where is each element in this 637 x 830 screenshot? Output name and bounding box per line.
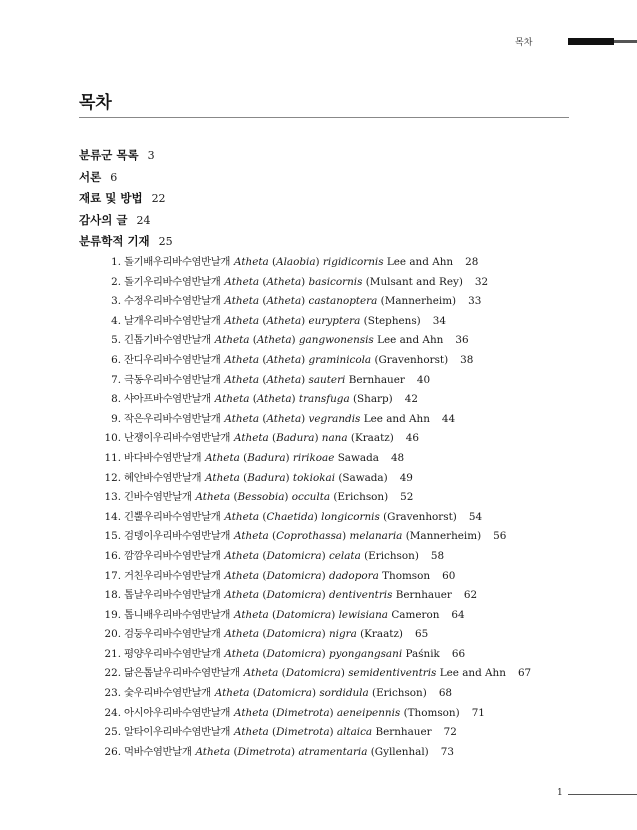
entry-author: (Thomson) [403,706,460,719]
entry-genus: Atheta [224,589,260,602]
entry-page: 54 [468,510,483,523]
toc-entry[interactable]: 6. 잔디우리바수염반날개 Atheta (Atheta) graminicola (Gravenhorst) 38 [100,351,531,371]
entry-genus: Atheta [214,334,250,347]
entry-species: dadopora [328,569,379,582]
entry-page: 34 [432,314,446,327]
entry-author: (Erichson) [364,549,419,562]
entry-page: 65 [414,628,429,641]
entry-number: 21. [104,647,121,660]
toc-entry[interactable]: 21. 평양우리바수염반날개 Atheta (Datomicra) pyongangsani Paśnik 66 [100,645,531,665]
entry-genus: Atheta [234,530,269,543]
entry-number: 26. [104,745,121,758]
entry-author: (Kraatz) [350,432,394,445]
entry-genus: Atheta [195,491,231,504]
entry-page: 64 [451,608,465,621]
toc-section[interactable] [79,145,173,167]
entry-genus: Atheta [234,726,269,739]
entry-subgenus: Datomicra [285,667,341,680]
entry-genus: Atheta [224,510,260,523]
entry-page: 68 [438,687,453,700]
entry-page: 66 [451,647,466,660]
entry-page: 52 [400,491,414,504]
entry-subgenus: Datomicra [276,608,332,621]
entry-number: 24. [104,706,121,719]
entry-korean-name: 먹바수염반날개 [124,745,192,758]
entry-subgenus: Chaetida [266,510,314,523]
toc-section-title: 분류학적 기재 [79,234,150,248]
entry-page: 67 [517,667,532,680]
entry-number: 7. [111,373,121,386]
entry-author: (Erichson) [333,491,389,504]
toc-section[interactable] [79,210,173,232]
entry-author: Bernhauer [375,726,432,739]
toc-entry[interactable]: 13. 긴바수염반날개 Atheta (Bessobia) occulta (Erichson) 52 [100,488,531,508]
toc-entry[interactable]: 17. 거친우리바수염반날개 Atheta (Datomicra) dadopora Thomson 60 [100,567,531,587]
entry-species: tokiokai [292,471,336,484]
entry-korean-name: 바다바수염반날개 [124,451,202,464]
entry-genus: Atheta [234,706,269,719]
entry-korean-name: 돌기우리바수염반날개 [124,275,221,288]
entry-page: 33 [468,295,482,308]
entry-genus: Atheta [224,275,260,288]
entry-korean-name: 긴뿔우리바수염반날개 [124,510,221,523]
entry-author: Lee and Ahn [386,256,454,268]
entry-number: 4. [111,314,121,327]
entry-number: 23. [104,687,121,700]
entry-subgenus: Atheta [266,314,302,327]
toc-section[interactable] [79,188,173,210]
entry-author: (Gravenhorst) [374,353,449,366]
entry-species: rigidicornis [322,256,384,268]
toc-entry[interactable]: 24. 아시아우리바수염반날개 Atheta (Dimetrota) aeneipennis (Thomson) 71 [100,704,531,724]
entry-species: basicornis [308,275,363,288]
entry-korean-name: 돌기배우리바수염반날개 [124,256,231,268]
running-header-label: 목차 [515,38,533,48]
entry-subgenus: Atheta [256,393,292,406]
entry-number: 9. [111,412,121,425]
entry-genus: Atheta [234,608,269,621]
toc-section-page: 24 [136,213,151,227]
entry-page: 32 [474,275,489,288]
entry-author: Bernhauer [348,373,405,386]
entry-subgenus: Dimetrota [237,745,291,758]
entry-korean-name: 긴톱기바수염반날개 [124,334,211,347]
entry-korean-name: 숯우리바수염반날개 [124,687,211,700]
entry-page: 56 [493,530,507,543]
toc-entry[interactable]: 10. 난쟁이우리바수염반날개 Atheta (Badura) nana (Kraatz) 46 [100,429,531,449]
entry-genus: Atheta [195,745,231,758]
entry-author: Paśnik [405,647,440,660]
entry-korean-name: 톱날우리바수염반날개 [124,589,221,602]
toc-entry[interactable]: 16. 깜깜우리바수염반날개 Atheta (Datomicra) celata (Erichson) 58 [100,547,531,567]
entry-korean-name: 검둥우리바수염반날개 [124,628,221,641]
entry-species: graminicola [308,353,372,366]
entry-author: Lee and Ahn [363,412,430,425]
entry-species: transfuga [298,393,350,406]
entry-page: 38 [460,353,474,366]
entry-genus: Atheta [214,687,250,700]
entry-species: gangwonensis [298,334,374,347]
entry-korean-name: 검뎅이우리바수염반날개 [124,530,231,543]
entry-korean-name: 톱니배우리바수염반날개 [124,608,231,621]
entry-species: dentiventris [328,589,393,602]
entry-species: melanaria [349,530,403,543]
entry-korean-name: 샤아프바수염반날개 [124,393,211,406]
entry-author: (Kraatz) [360,628,403,641]
entry-subgenus: Datomicra [266,569,322,582]
entry-subgenus: Datomicra [266,549,322,562]
entry-species: aeneipennis [336,706,401,719]
entry-genus: Atheta [224,549,260,562]
entry-number: 5. [111,334,121,347]
toc-entry[interactable]: 3. 수정우리바수염반날개 Atheta (Atheta) castanoptera (Mannerheim) 33 [100,292,531,312]
entry-number: 12. [104,471,121,484]
entry-korean-name: 닮은톱날우리바수염반날개 [124,667,240,680]
entry-author: Lee and Ahn [377,334,444,347]
toc-section[interactable] [79,231,173,253]
entry-korean-name: 날개우리바수염반날개 [124,314,221,327]
header-bar [568,38,614,45]
toc-entry[interactable]: 19. 톱니배우리바수염반날개 Atheta (Datomicra) lewisiana Cameron 64 [100,606,531,626]
toc-entry[interactable]: 1. 돌기배우리바수염반날개 Atheta (Alaobia) rigidicornis Lee and Ahn 28 [100,253,531,273]
entry-author: (Stephens) [363,314,421,327]
entry-subgenus: Atheta [266,373,302,386]
entry-number: 1. [111,256,121,268]
toc-section-title: 감사의 글 [79,212,128,227]
entry-number: 11. [104,451,121,464]
entry-page: 46 [405,432,420,445]
toc-entry[interactable]: 18. 톱날우리바수염반날개 Atheta (Datomicra) dentiventris Bernhauer 62 [100,586,531,606]
toc-entry[interactable]: 20. 검둥우리바수염반날개 Atheta (Datomicra) nigra (Kraatz) 65 [100,625,531,645]
entry-author: (Sharp) [352,393,393,406]
entry-species: castanoptera [308,295,378,308]
entry-genus: Atheta [224,295,260,308]
entry-author: Bernhauer [395,589,452,602]
entry-page: 48 [390,451,405,464]
entry-species: nigra [328,628,357,641]
toc-section-title: 분류군 목록 [79,148,139,162]
entry-species: altaica [336,726,373,739]
page-number: 1 [557,788,563,798]
toc-entry[interactable]: 7. 극동우리바수염반날개 Atheta (Atheta) sauteri Bernhauer 40 [100,371,531,391]
entry-genus: Atheta [224,373,260,386]
entry-subgenus: Datomicra [266,589,322,602]
entry-number: 14. [104,510,121,523]
entry-species: sauteri [308,373,346,386]
entry-subgenus: Dimetrota [276,726,330,739]
entry-korean-name: 잔디우리바수염반날개 [124,353,221,366]
entry-author: Lee and Ahn [439,667,506,680]
entry-page: 36 [455,334,469,347]
entry-subgenus: Atheta [266,412,302,425]
entry-species: semidentiventris [348,667,437,680]
entry-number: 22. [104,667,121,680]
toc-section-page: 6 [110,170,118,184]
entry-species: sordidula [319,687,369,700]
entry-subgenus: Badura [247,451,286,464]
entry-korean-name: 수정우리바수염반날개 [124,295,221,308]
entry-species: nana [321,432,348,445]
entry-page: 42 [404,393,418,406]
entry-species: longicornis [321,510,380,523]
entry-korean-name: 깜깜우리바수염반날개 [124,549,221,562]
entry-species: pyongangsani [328,647,403,660]
toc-entry[interactable]: 14. 긴뿔우리바수염반날개 Atheta (Chaetida) longicornis (Gravenhorst) 54 [100,508,531,528]
entry-author: Sawada [337,451,379,464]
toc-section[interactable] [79,167,173,189]
entry-subgenus: Datomicra [266,647,322,660]
entry-genus: Atheta [214,393,250,406]
entry-genus: Atheta [224,569,260,582]
entry-subgenus: Atheta [256,334,292,347]
entry-page: 58 [430,549,445,562]
toc-section-page: 25 [158,235,173,248]
entry-korean-name: 긴바수염반날개 [124,491,192,504]
entry-genus: Atheta [243,667,279,680]
toc-section-title: 재료 및 방법 [79,191,143,205]
entry-subgenus: Datomicra [266,628,322,641]
entry-page: 28 [465,256,479,268]
entry-korean-name: 아시아우리바수염반날개 [124,706,231,719]
entry-subgenus: Alaobia [276,256,316,268]
entry-subgenus: Atheta [266,295,302,308]
toc-entry[interactable]: 15. 검뎅이우리바수염반날개 Atheta (Coprothassa) melanaria (Mannerheim) 56 [100,527,531,547]
entry-author: (Mannerheim) [405,530,482,543]
toc-entry[interactable]: 25. 알타이우리바수염반날개 Atheta (Dimetrota) altaica Bernhauer 72 [100,723,531,743]
entry-page: 71 [471,706,485,719]
species-entry-list [100,253,531,762]
entry-number: 17. [104,569,121,582]
entry-page: 62 [463,589,478,602]
toc-entry[interactable]: 23. 숯우리바수염반날개 Atheta (Datomicra) sordidula (Erichson) 68 [100,684,531,704]
entry-number: 3. [111,295,121,308]
entry-subgenus: Atheta [266,353,302,366]
entry-number: 13. [104,491,121,504]
toc-entry[interactable]: 8. 샤아프바수염반날개 Atheta (Atheta) transfuga (Sharp) 42 [100,390,531,410]
entry-number: 10. [104,432,121,445]
entry-author: (Mannerheim) [380,295,457,308]
toc-entry[interactable]: 12. 혜안바수염반날개 Atheta (Badura) tokiokai (Sawada) 49 [100,469,531,489]
entry-genus: Atheta [234,256,269,268]
entry-species: ririkoae [292,451,335,464]
entry-species: vegrandis [308,412,361,425]
entry-page: 73 [440,745,454,758]
entry-subgenus: Bessobia [237,491,285,504]
entry-author: (Erichson) [372,687,427,700]
entry-author: (Gyllenhal) [370,745,429,758]
entry-genus: Atheta [234,432,269,445]
toc-section-page: 22 [151,192,166,205]
toc-entry[interactable]: 2. 돌기우리바수염반날개 Atheta (Atheta) basicornis (Mulsant and Rey) 32 [100,273,531,293]
toc-entry[interactable]: 5. 긴톱기바수염반날개 Atheta (Atheta) gangwonensis Lee and Ahn 36 [100,331,531,351]
entry-korean-name: 혜안바수염반날개 [124,471,202,484]
entry-number: 19. [104,608,121,621]
entry-number: 16. [104,549,121,562]
entry-korean-name: 알타이우리바수염반날개 [124,726,231,739]
entry-genus: Atheta [205,471,240,484]
entry-species: occulta [291,491,331,504]
entry-number: 2. [111,275,121,288]
entry-number: 18. [104,589,121,602]
entry-species: celata [328,549,361,562]
entry-number: 6. [111,353,121,366]
entry-korean-name: 평양우리바수염반날개 [124,647,221,660]
entry-page: 44 [441,412,456,425]
toc-section-page: 3 [147,149,155,162]
entry-genus: Atheta [224,314,260,327]
entry-page: 40 [416,373,431,386]
title-divider [79,117,569,118]
toc-section-title: 서론 [79,169,102,184]
entry-page: 60 [442,569,456,582]
entry-subgenus: Badura [276,432,315,445]
toc-entry[interactable]: 26. 먹바수염반날개 Atheta (Dimetrota) atramentaria (Gyllenhal) 73 [100,743,531,763]
entry-korean-name: 거친우리바수염반날개 [124,569,221,582]
entry-subgenus: Dimetrota [276,706,330,719]
toc-entry[interactable]: 22. 닮은톱날우리바수염반날개 Atheta (Datomicra) semidentiventris Lee and Ahn 67 [100,664,531,684]
entry-subgenus: Atheta [266,275,302,288]
entry-korean-name: 난쟁이우리바수염반날개 [124,432,231,445]
entry-species: euryptera [308,314,361,327]
entry-species: lewisiana [338,608,389,621]
toc-entry[interactable]: 4. 날개우리바수염반날개 Atheta (Atheta) euryptera (Stephens) 34 [100,312,531,332]
entry-subgenus: Badura [247,471,286,484]
toc-entry[interactable]: 9. 작은우리바수염반날개 Atheta (Atheta) vegrandis Lee and Ahn 44 [100,410,531,430]
entry-author: Cameron [391,608,440,621]
toc-entry[interactable]: 11. 바다바수염반날개 Atheta (Badura) ririkoae Sawada 48 [100,449,531,469]
section-list [79,145,173,253]
page-title: 목차 [79,93,112,113]
entry-genus: Atheta [205,451,240,464]
entry-number: 15. [104,530,121,543]
entry-page: 72 [443,726,457,739]
entry-genus: Atheta [224,412,260,425]
entry-subgenus: Datomicra [256,687,312,700]
entry-number: 20. [104,628,121,641]
entry-genus: Atheta [224,353,260,366]
entry-author: Thomson [382,569,431,582]
entry-page: 49 [399,471,413,484]
entry-genus: Atheta [224,647,260,660]
entry-genus: Atheta [224,628,260,641]
entry-species: atramentaria [298,745,368,758]
entry-korean-name: 작은우리바수염반날개 [124,412,221,425]
footer-divider [568,794,637,795]
header-bar-extension [614,40,637,43]
entry-author: (Sawada) [338,471,388,484]
entry-subgenus: Coprothassa [276,530,343,543]
entry-korean-name: 극동우리바수염반날개 [124,373,221,386]
entry-author: (Mulsant and Rey) [365,275,463,288]
entry-number: 8. [111,393,121,406]
entry-number: 25. [104,726,121,739]
entry-author: (Gravenhorst) [383,510,457,523]
